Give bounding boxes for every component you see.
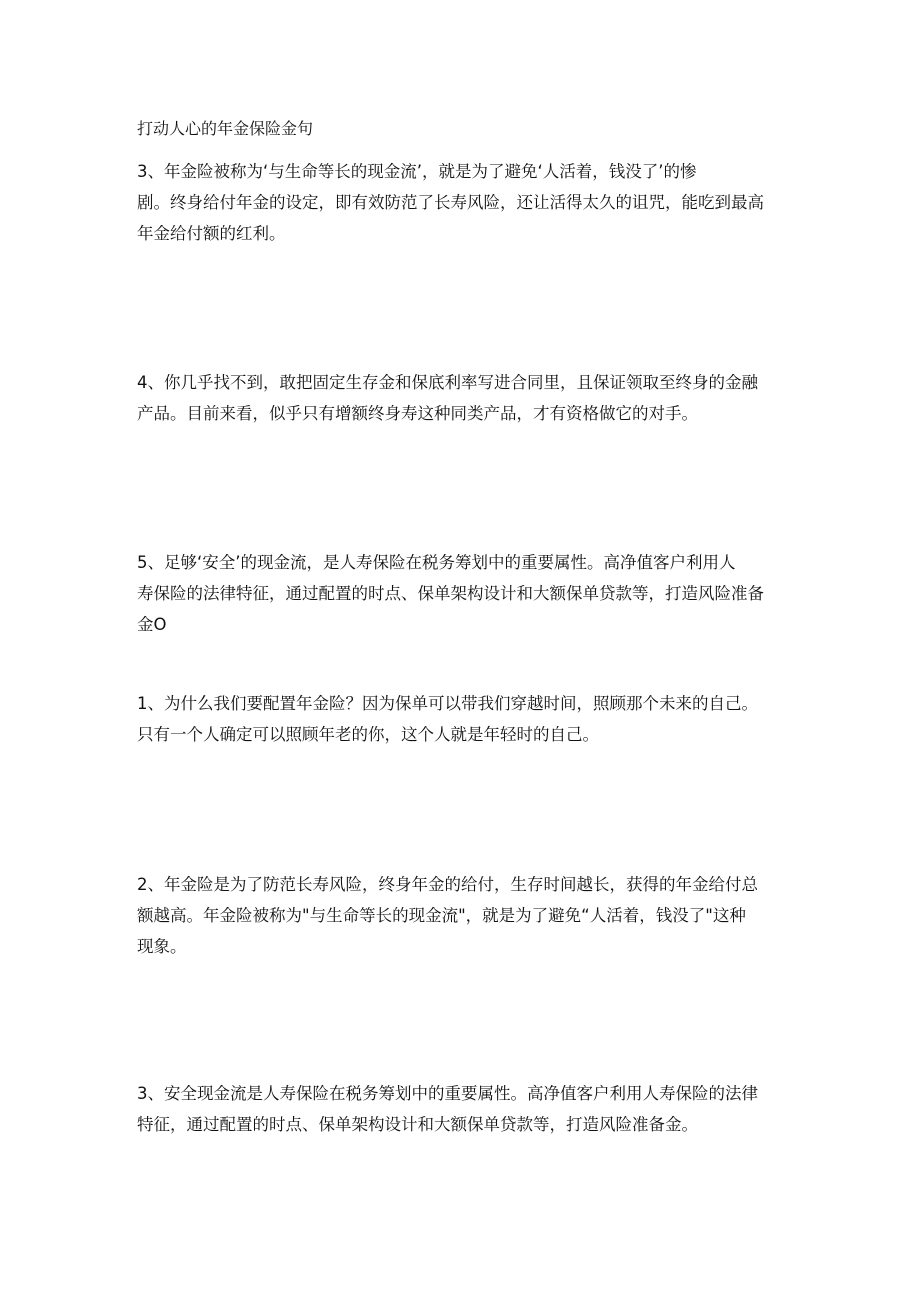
paragraph-line: 3、年金险被称为‘与生命等长的现金流’，就是为了避免‘人活着，钱没了’的惨 — [137, 162, 697, 181]
paragraph-line: 产品。目前来看，似乎只有增额终身寿这种同类产品，才有资格做它的对手。 — [137, 404, 698, 423]
paragraph-why-annuity — [137, 688, 797, 750]
paragraph-line: 特征，通过配置的时点、保单架构设计和大额保单贷款等，打造风险准备金。 — [137, 1115, 698, 1134]
paragraph-fixed-survival-benefit — [137, 367, 797, 429]
paragraph-line: 年金给付额的红利。 — [137, 224, 286, 243]
paragraph-annuity-lifelong-cashflow — [137, 156, 797, 249]
paragraph-safe-cashflow-tax — [137, 547, 797, 640]
paragraph-line: 寿保险的法律特征，通过配置的时点、保单架构设计和大额保单贷款等，打造风险准备 — [137, 584, 764, 603]
paragraph-line: 4、你几乎找不到，敢把固定生存金和保底利率写进合同里，且保证领取至终身的金融 — [137, 373, 758, 392]
paragraph-line: 3、安全现金流是人寿保险在税务筹划中的重要属性。高净值客户利用人寿保险的法律 — [137, 1084, 758, 1103]
paragraph-line: 5、足够‘安全’的现金流，是人寿保险在税务筹划中的重要属性。高净值客户利用人 — [137, 553, 736, 572]
paragraph-line: 现象。 — [137, 937, 187, 956]
paragraph-line: 2、年金险是为了防范长寿风险，终身年金的给付，生存时间越长，获得的年金给付总 — [137, 875, 758, 894]
paragraph-line: 1、为什么我们要配置年金险？因为保单可以带我们穿越时间，照顾那个未来的自己。 — [137, 694, 758, 713]
paragraph-line: 只有一个人确定可以照顾年老的你，这个人就是年轻时的自己。 — [137, 725, 599, 744]
paragraph-longevity-risk — [137, 869, 797, 962]
paragraph-safe-cashflow-reserve — [137, 1078, 797, 1140]
paragraph-line: 剧。终身给付年金的设定，即有效防范了长寿风险，还让活得太久的诅咒，能吃到最高 — [137, 193, 764, 212]
paragraph-line: 额越高。年金险被称为"与生命等长的现金流"，就是为了避免“人活着，钱没了"这种 — [137, 906, 746, 925]
paragraph-line: 金O — [137, 615, 167, 634]
document-title: 打动人心的年金保险金句 — [137, 119, 314, 138]
